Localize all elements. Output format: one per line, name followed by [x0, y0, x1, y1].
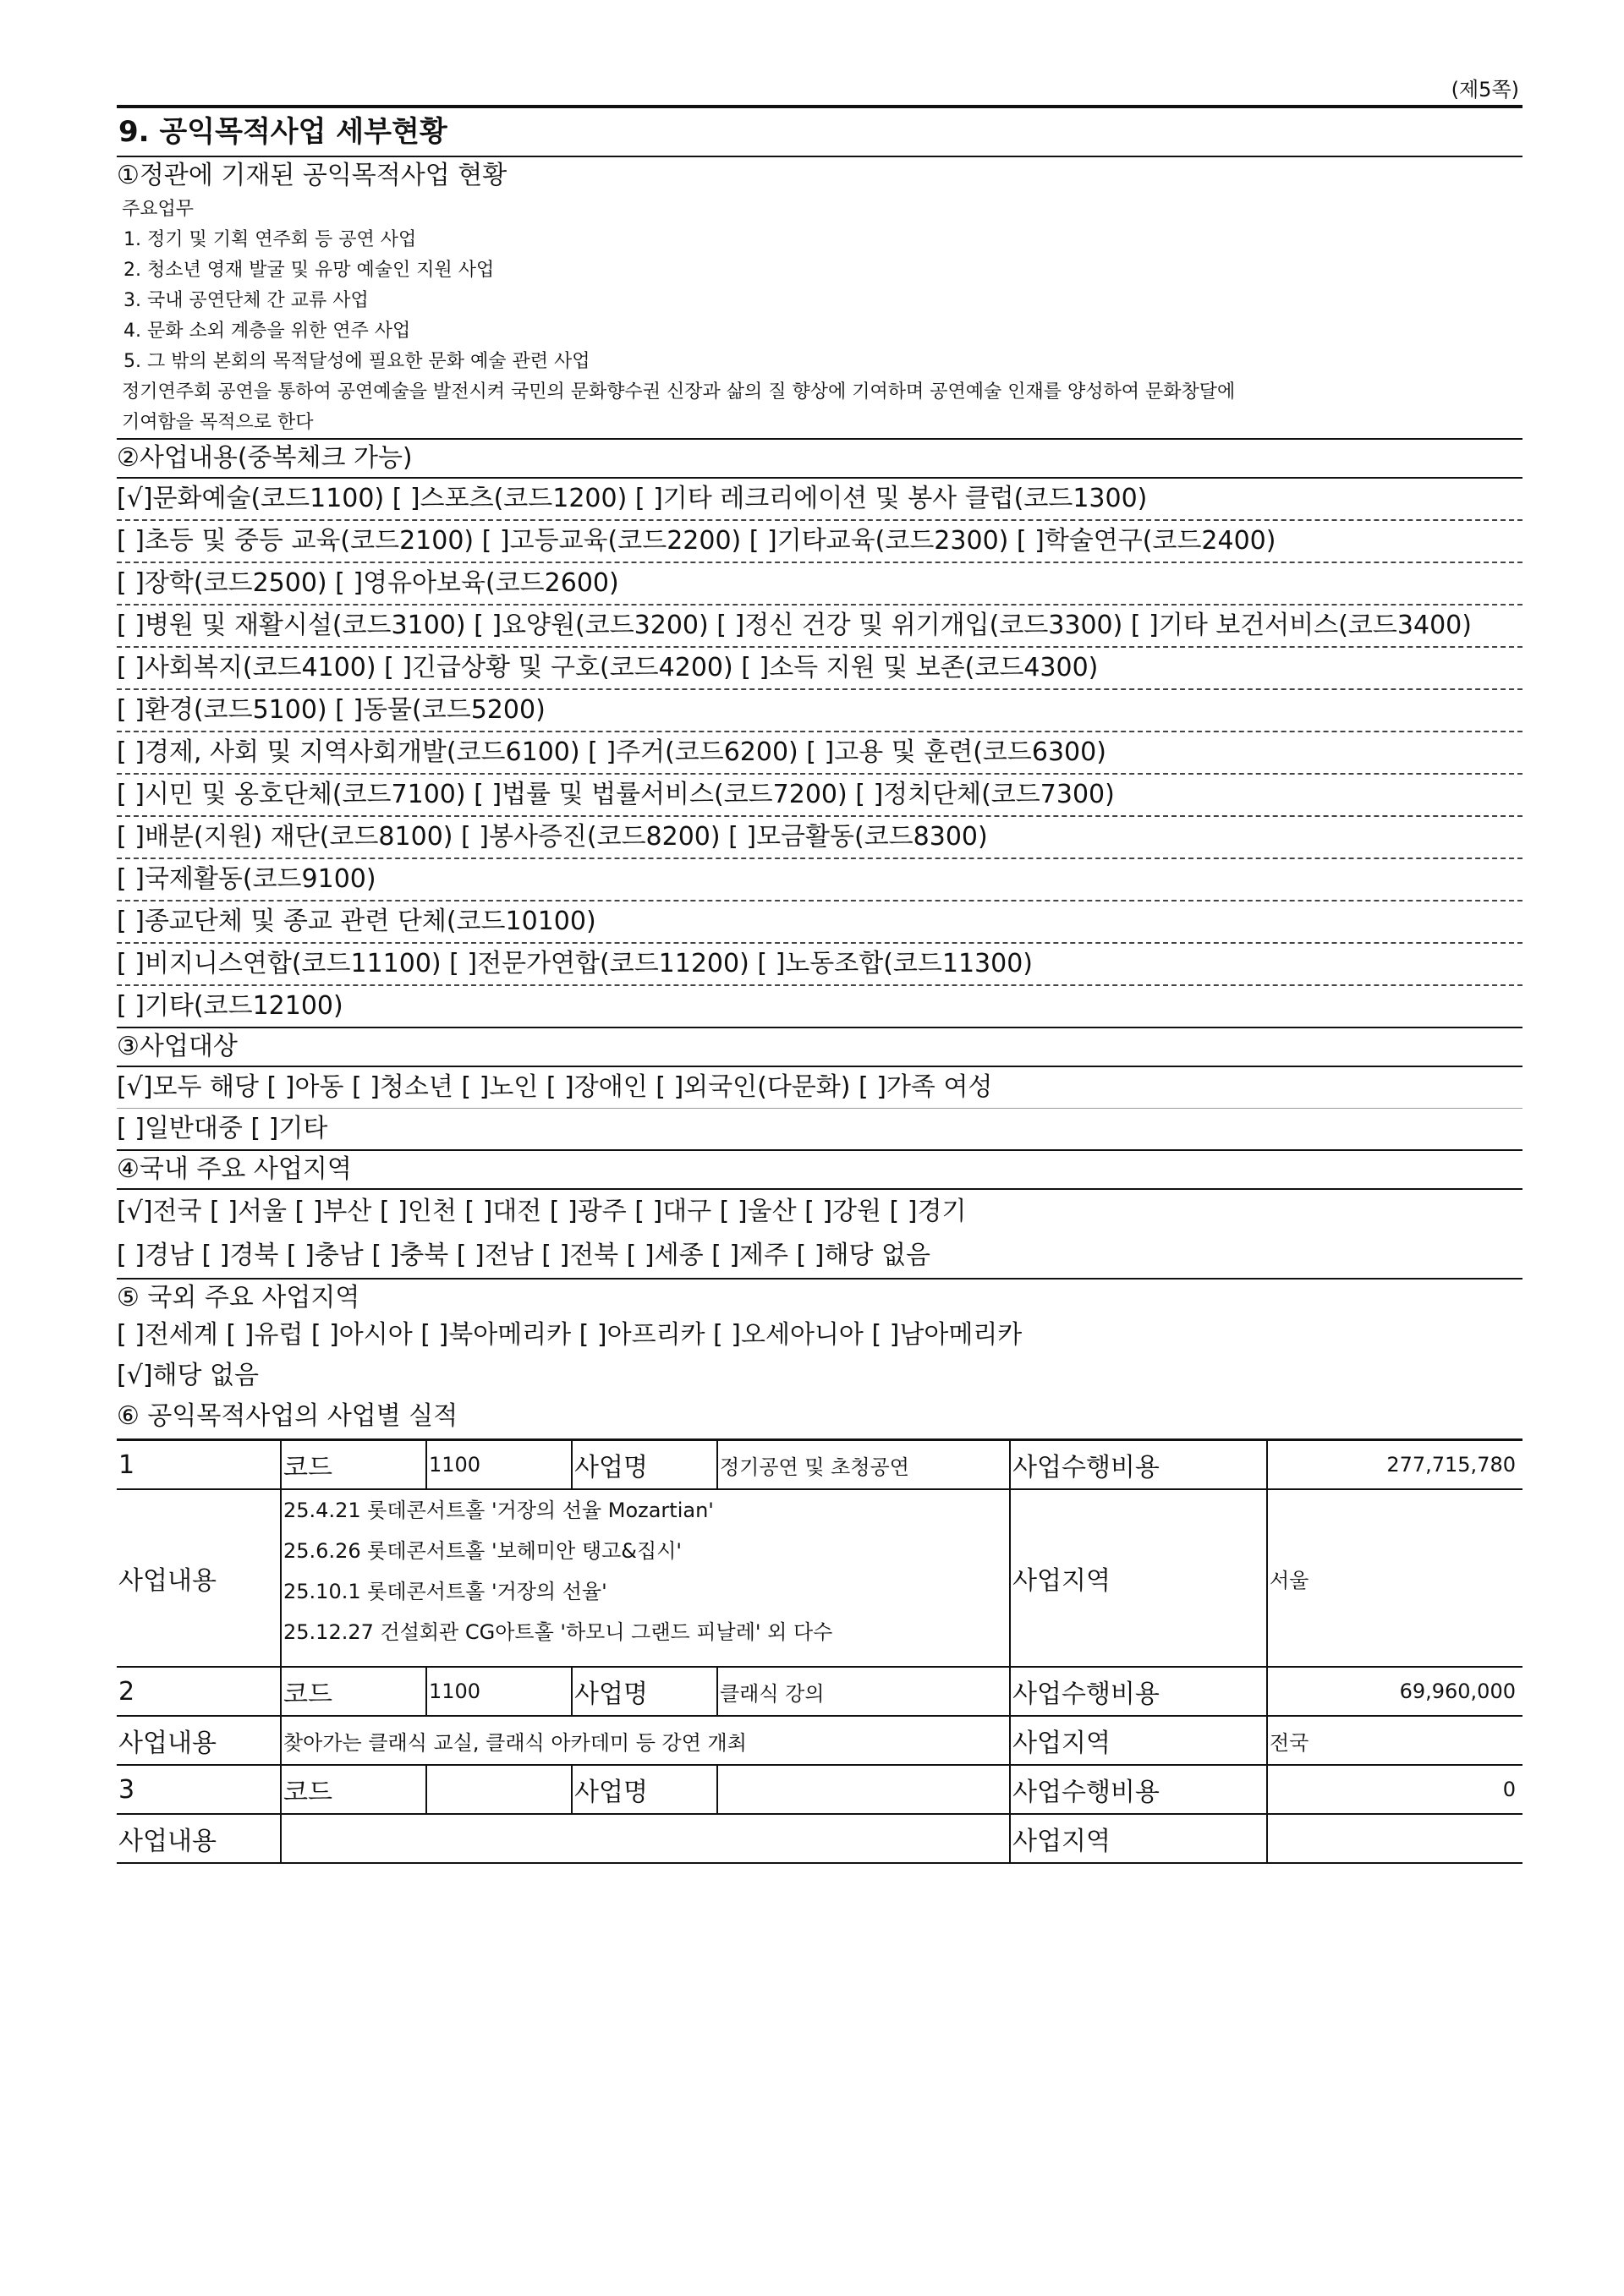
code-value[interactable]: [426, 1765, 572, 1814]
business-name-value[interactable]: 정기공연 및 초청공연: [717, 1440, 1010, 1490]
section1-heading: ①정관에 기재된 공익목적사업 현황: [117, 161, 508, 190]
region-value[interactable]: 전국: [1267, 1716, 1522, 1765]
business-name-value[interactable]: 클래식 강의: [717, 1667, 1010, 1716]
checkbox-row[interactable]: [ ]시민 및 옹호단체(코드7100) [ ]법률 및 법률서비스(코드7200) [ ]정치단체(코드7300): [117, 775, 1522, 817]
purpose-line: 기여함을 목적으로 한다: [122, 412, 314, 433]
business-name-label: 사업명: [572, 1667, 717, 1716]
content-label: 사업내용: [117, 1716, 281, 1765]
section2-heading: ②사업내용(중복체크 가능): [117, 438, 1522, 477]
checkbox-row[interactable]: [ ]비지니스연합(코드11100) [ ]전문가연합(코드11200) [ ]노동조합(코드11300): [117, 944, 1522, 986]
performance-table: [117, 1438, 1522, 1864]
project-row: [117, 1667, 1522, 1716]
code-value[interactable]: 1100: [426, 1440, 572, 1490]
content-line: 25.4.21 롯데콘서트홀 '거장의 선율 Mozartian': [283, 1499, 714, 1522]
content-value[interactable]: 찾아가는 클래식 교실, 클래식 아카데미 등 강연 개최: [281, 1716, 1010, 1765]
project-detail-row: [117, 1489, 1522, 1667]
content-value[interactable]: [281, 1814, 1010, 1863]
checkbox-row[interactable]: [ ]전세계 [ ]유럽 [ ]아시아 [ ]북아메리카 [ ]아프리카 [ ]오세아니아 [ ]남아메리카: [117, 1320, 1023, 1350]
section-title: 9. 공익목적사업 세부현황: [117, 105, 1522, 157]
project-number: 3: [117, 1765, 281, 1814]
code-label: 코드: [281, 1765, 426, 1814]
section4-heading: ④국내 주요 사업지역: [117, 1154, 352, 1184]
page-number: (제5쪽): [1451, 78, 1519, 101]
cost-value[interactable]: 277,715,780: [1267, 1440, 1522, 1490]
target-checklist: [117, 1066, 1522, 1151]
duty-item: 4. 문화 소외 계층을 위한 연주 사업: [123, 321, 411, 342]
domestic-region-checklist: [117, 1188, 1522, 1280]
business-name-label: 사업명: [572, 1440, 717, 1490]
cost-label: 사업수행비용: [1010, 1765, 1267, 1814]
region-value[interactable]: 서울: [1267, 1489, 1522, 1667]
duty-item: 5. 그 밖의 본회의 목적달성에 필요한 문화 예술 관련 사업: [123, 351, 590, 372]
checkbox-row[interactable]: [ ]일반대중 [ ]기타: [117, 1109, 1522, 1151]
content-value[interactable]: [281, 1489, 1010, 1667]
purpose-line: 정기연주회 공연을 통하여 공연예술을 발전시켜 국민의 문화향수권 신장과 삶의 질 향상에 기여하며 공연예술 인재를 양성하여 문화창달에: [122, 381, 1236, 403]
checkbox-row[interactable]: [√]문화예술(코드1100) [ ]스포츠(코드1200) [ ]기타 레크리에이션 및 봉사 클럽(코드1300): [117, 479, 1522, 521]
form-page: [117, 74, 1522, 1864]
duty-item: 2. 청소년 영재 발굴 및 유망 예술인 지원 사업: [123, 260, 495, 281]
project-number: 2: [117, 1667, 281, 1716]
code-label: 코드: [281, 1440, 426, 1490]
project-detail-row: [117, 1716, 1522, 1765]
main-duties-label: 주요업무: [122, 199, 195, 220]
checkbox-row[interactable]: [ ]국제활동(코드9100): [117, 859, 1522, 901]
content-line: 25.6.26 롯데콘서트홀 '보헤미안 탱고&집시': [283, 1539, 682, 1563]
checkbox-row[interactable]: [ ]배분(지원) 재단(코드8100) [ ]봉사증진(코드8200) [ ]모금활동(코드8300): [117, 817, 1522, 859]
checkbox-row[interactable]: [ ]경남 [ ]경북 [ ]충남 [ ]충북 [ ]전남 [ ]전북 [ ]세종 [ ]제주 [ ]해당 없음: [117, 1234, 1522, 1280]
checkbox-row[interactable]: [√]해당 없음: [117, 1361, 259, 1390]
content-label: 사업내용: [117, 1814, 281, 1863]
section6-heading: ⑥ 공익목적사업의 사업별 실적: [117, 1401, 458, 1431]
cost-label: 사업수행비용: [1010, 1667, 1267, 1716]
business-content-checklist: [117, 477, 1522, 1028]
duty-item: 1. 정기 및 기획 연주회 등 공연 사업: [123, 229, 417, 250]
region-label: 사업지역: [1010, 1814, 1267, 1863]
checkbox-row[interactable]: [ ]기타(코드12100): [117, 986, 1522, 1028]
checkbox-row[interactable]: [ ]사회복지(코드4100) [ ]긴급상황 및 구호(코드4200) [ ]소득 지원 및 보존(코드4300): [117, 648, 1522, 690]
code-value[interactable]: 1100: [426, 1667, 572, 1716]
section5-heading: ⑤ 국외 주요 사업지역: [117, 1283, 360, 1312]
checkbox-row[interactable]: [√]모두 해당 [ ]아동 [ ]청소년 [ ]노인 [ ]장애인 [ ]외국인(다문화) [ ]가족 여성: [117, 1067, 1522, 1109]
code-label: 코드: [281, 1667, 426, 1716]
duty-item: 3. 국내 공연단체 간 교류 사업: [123, 290, 369, 311]
checkbox-row[interactable]: [ ]병원 및 재활시설(코드3100) [ ]요양원(코드3200) [ ]정신 건강 및 위기개입(코드3300) [ ]기타 보건서비스(코드3400): [117, 606, 1522, 648]
checkbox-row[interactable]: [ ]장학(코드2500) [ ]영유아보육(코드2600): [117, 563, 1522, 606]
business-name-value[interactable]: [717, 1765, 1010, 1814]
cost-value[interactable]: 0: [1267, 1765, 1522, 1814]
section1-body: [117, 195, 1522, 438]
checkbox-row[interactable]: [ ]초등 및 중등 교육(코드2100) [ ]고등교육(코드2200) [ ]기타교육(코드2300) [ ]학술연구(코드2400): [117, 521, 1522, 563]
checkbox-row[interactable]: [ ]경제, 사회 및 지역사회개발(코드6100) [ ]주거(코드6200) [ ]고용 및 훈련(코드6300): [117, 732, 1522, 775]
content-label: 사업내용: [117, 1489, 281, 1667]
section3-heading: ③사업대상: [117, 1032, 238, 1061]
project-row: [117, 1765, 1522, 1814]
cost-label: 사업수행비용: [1010, 1440, 1267, 1490]
checkbox-row[interactable]: [ ]종교단체 및 종교 관련 단체(코드10100): [117, 901, 1522, 944]
overseas-region-checklist: [117, 1317, 1522, 1398]
region-label: 사업지역: [1010, 1489, 1267, 1667]
checkbox-row[interactable]: [ ]환경(코드5100) [ ]동물(코드5200): [117, 690, 1522, 732]
business-name-label: 사업명: [572, 1765, 717, 1814]
cost-value[interactable]: 69,960,000: [1267, 1667, 1522, 1716]
region-value[interactable]: [1267, 1814, 1522, 1863]
project-row: [117, 1440, 1522, 1490]
project-number: 1: [117, 1440, 281, 1490]
content-line: 25.10.1 롯데콘서트홀 '거장의 선율': [283, 1580, 607, 1603]
content-line: 25.12.27 건설회관 CG아트홀 '하모니 그랜드 피날레' 외 다수: [283, 1620, 833, 1644]
project-detail-row: [117, 1814, 1522, 1863]
region-label: 사업지역: [1010, 1716, 1267, 1765]
checkbox-row[interactable]: [√]전국 [ ]서울 [ ]부산 [ ]인천 [ ]대전 [ ]광주 [ ]대구 [ ]울산 [ ]강원 [ ]경기: [117, 1197, 967, 1226]
